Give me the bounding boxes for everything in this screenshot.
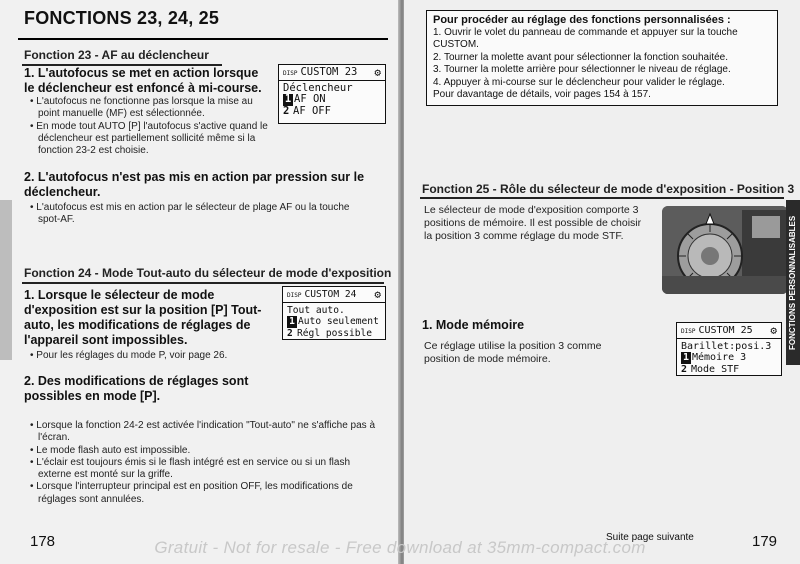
list-item: 4. Appuyer à mi-course sur le déclencheur pour valider le réglage. [433,76,725,88]
side-tab: FONCTIONS PERSONNALISABLES [786,200,800,365]
watermark: Gratuit - Not for resale - Free download at 35mm-compact.com [154,538,646,557]
lcd-header [283,289,385,303]
right-page [404,0,800,564]
list-item: 3. Tourner la molette arrière pour sélectionner le niveau de réglage. [433,64,731,75]
fn25-item1-text: Ce réglage utilise la position 3 comme position de mode mémoire. [424,340,602,365]
list-item: • Lorsque l'interrupteur principal est en position OFF, les modifications de réglages sont annulées. [30,481,376,506]
lcd-option-1: 1 Mémoire 3 [682,352,747,363]
fn25-intro: Le sélecteur de mode d'exposition comporte 3 positions de mémoire. Il est possible de choisir la position 3 comme réglage du mode STF. [424,204,642,242]
fn23-item1-title: 1. L'autofocus se met en action lorsque le déclencheur est enfoncé à mi-course. [24,66,262,95]
left-page-tab [0,200,12,360]
fn25-heading: Fonction 25 - Rôle du sélecteur de mode d'exposition - Position 3 [422,182,795,196]
fn24-item2-bullets [30,420,376,506]
lcd-subtitle: Tout auto. [287,304,345,316]
gear-icon: ⚙ [374,66,381,79]
list-item: 2. Tourner la molette avant pour sélectionner la fonction souhaitée. [433,51,728,63]
footer-note: Suite page suivante [606,532,694,543]
fn25-rule [420,197,784,199]
fn24-rule [22,282,384,284]
list-item: • Lorsque la fonction 24-2 est activée l'indication "Tout-auto" ne s'affiche pas à l'écran. [30,420,376,445]
fn24-heading: Fonction 24 - Mode Tout-auto du sélecteur de mode d'exposition [24,266,392,280]
lcd-option-2: 2 Mode STF [681,363,740,375]
lcd-header [279,67,385,81]
lcd-title: CUSTOM 23 [300,66,358,78]
custom23-lcd [278,64,386,124]
camera-dial-image [662,206,788,294]
lcd-subtitle: Déclencheur [283,81,353,94]
fn24-item2-title: 2. Des modifications de réglages sont possibles en mode [P]. [24,374,249,403]
list-item: • L'éclair est toujours émis si le flash intégré est en service ou si un flash externe est monté sur la griffe. [30,457,376,482]
lcd-disp-label: DISP [681,328,696,335]
list-item: • En mode tout AUTO [P] l'autofocus s'active quand le déclencheur est partiellement sollicité même si la fonction 23-2 est choisie. [30,121,275,158]
list-item: • Pour les réglages du mode P, voir page 26. [30,350,290,362]
page-number-left: 178 [30,533,56,550]
fn23-item1-bullets [30,96,275,157]
procedure-title: Pour procéder au réglage des fonctions personnalisées : [433,14,731,26]
lcd-title: CUSTOM 25 [698,325,753,336]
list-item: • L'autofocus est mis en action par le sélecteur de plage AF ou la touche spot-AF. [30,202,370,227]
fn24-item1-bullets [30,350,290,362]
fn23-heading: Fonction 23 - AF au déclencheur [24,48,209,62]
lcd-title: CUSTOM 24 [304,289,357,300]
lcd-option-2: 2 Régl possible [287,327,373,339]
page-number-right: 179 [752,533,778,550]
lcd-option-1: 1 Auto seulement [287,316,381,328]
lcd-option-2: 2 AF OFF [283,104,331,117]
gear-icon: ⚙ [374,288,381,301]
lcd-subtitle: Barillet:posi.3 [681,340,772,352]
title-rule [18,38,388,40]
page-title: FONCTIONS 23, 24, 25 [24,8,220,28]
list-item: 1. Ouvrir le volet du panneau de commande et appuyer sur la touche CUSTOM. [433,26,738,50]
gear-icon: ⚙ [770,324,777,337]
fn25-item1-title: 1. Mode mémoire [422,318,525,332]
custom25-lcd [676,322,782,376]
list-item: • Le mode flash auto est impossible. [30,445,376,457]
list-item: Pour davantage de détails, voir pages 154 à 157. [433,89,651,100]
list-item: • L'autofocus ne fonctionne pas lorsque la mise au point manuelle (MF) est sélectionnée. [30,96,275,121]
lcd-disp-label: DISP [283,70,298,77]
fn23-item2-title: 2. L'autofocus n'est pas mis en action par pression sur le déclencheur. [24,170,365,199]
procedure-box [426,10,778,106]
lcd-header [677,325,781,339]
fn23-item2-bullets [30,202,370,227]
fn24-item1-title: 1. Lorsque le sélecteur de mode d'exposition est sur la position [P] Tout-auto, les modifications de réglages de l'appareil sont impossibles. [24,288,262,347]
lcd-option-1: 1 AF ON [284,93,326,105]
lcd-disp-label: DISP [287,292,302,299]
custom24-lcd [282,286,386,340]
